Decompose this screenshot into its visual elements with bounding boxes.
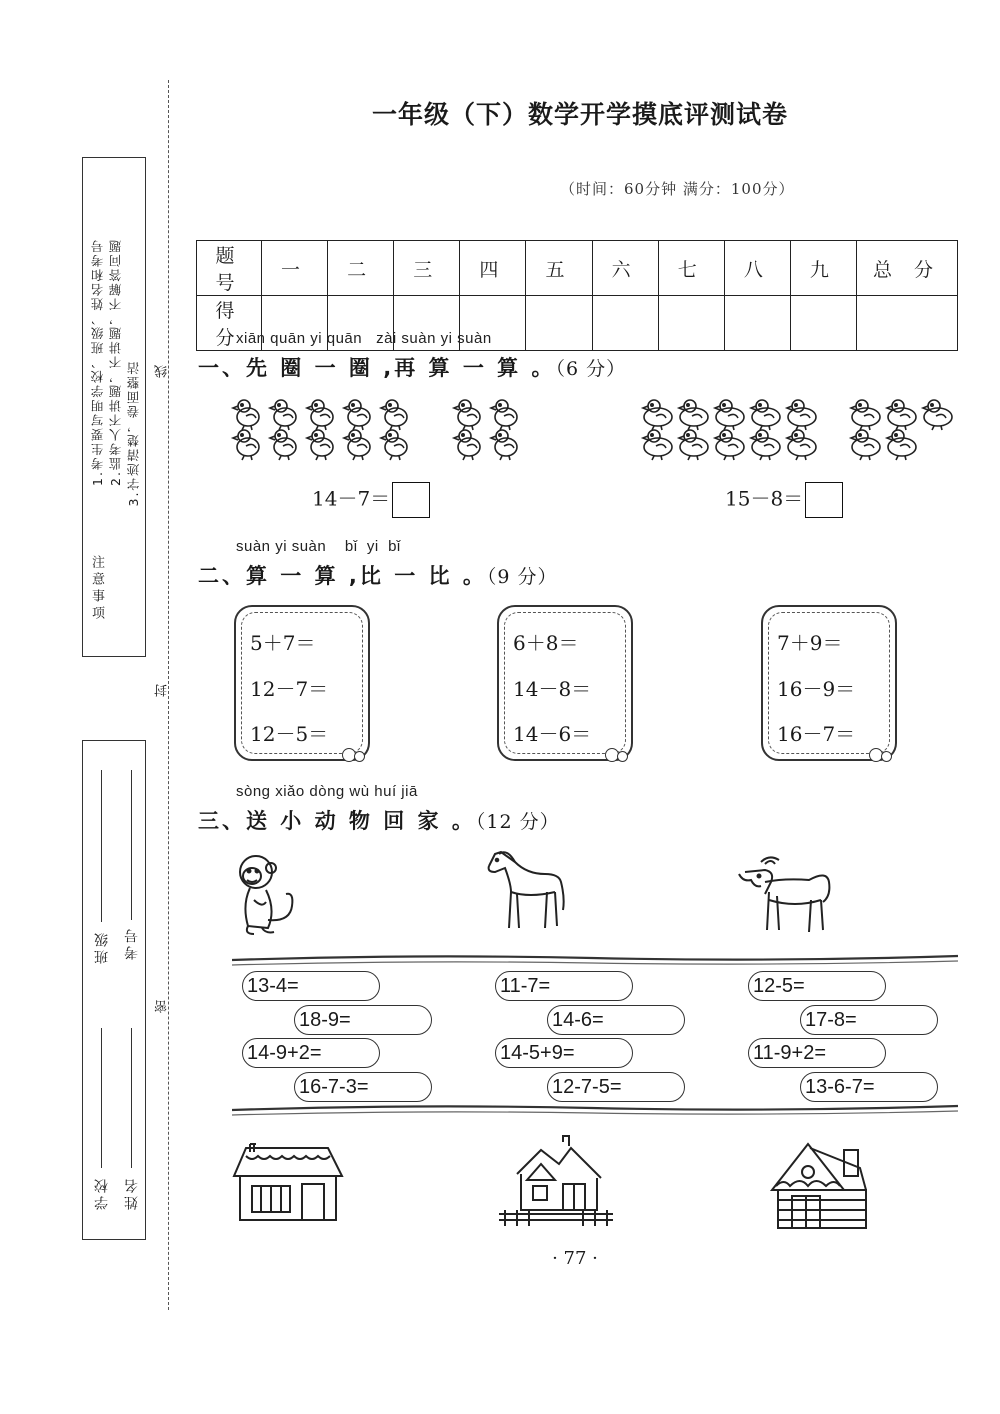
exam-meta: （时间：60分钟 满分：100分） <box>560 180 795 198</box>
section3-heading <box>198 805 560 835</box>
score-header-cell: 六 <box>592 241 658 296</box>
duck-icon <box>679 430 708 460</box>
notice-heading: 注意事项 <box>89 555 104 623</box>
compare-card <box>234 605 370 761</box>
animal-equation[interactable]: 16-7-3= <box>294 1072 432 1102</box>
answer-box[interactable] <box>805 482 843 518</box>
chick-group[interactable] <box>230 395 530 470</box>
exam-no-field[interactable] <box>131 770 132 920</box>
animal-equation[interactable]: 14-6= <box>547 1005 685 1035</box>
chick-icon <box>270 400 296 430</box>
duck-icon <box>851 400 880 430</box>
notice-line-2: 2.监考人不讲题，不讲题，不解答问题 <box>108 238 123 486</box>
duck-icon <box>715 400 744 430</box>
animal-equation[interactable]: 14-9+2= <box>242 1038 380 1068</box>
duck-icon <box>887 430 916 460</box>
score-header-cell: 二 <box>328 241 394 296</box>
class-field[interactable] <box>101 770 102 922</box>
chick-icon <box>491 430 517 460</box>
animal-equation[interactable]: 14-5+9= <box>495 1038 633 1068</box>
bubble-decoration <box>354 751 365 762</box>
chick-icon <box>307 400 333 430</box>
card-equation[interactable]: 16－9＝ <box>777 677 856 701</box>
cut-mark-line: 线 <box>155 365 170 378</box>
chick-icon <box>381 430 407 460</box>
section3-heading-text: 三、送 小 动 物 回 家 。 <box>198 809 476 833</box>
name-field[interactable] <box>131 1028 132 1168</box>
duck-icon <box>787 400 816 430</box>
card-equation[interactable]: 14－8＝ <box>513 677 592 701</box>
animal-equation[interactable]: 13-6-7= <box>800 1072 938 1102</box>
score-header-cell: 八 <box>724 241 790 296</box>
chick-icon <box>344 400 370 430</box>
score-cell[interactable] <box>658 296 724 351</box>
duck-icon <box>643 400 672 430</box>
score-cell[interactable] <box>724 296 790 351</box>
page-number: · 77 · <box>552 1248 598 1269</box>
animal-equation[interactable]: 18-9= <box>294 1005 432 1035</box>
score-header-cell: 七 <box>658 241 724 296</box>
score-header-cell: 一 <box>262 241 328 296</box>
bubble-decoration <box>617 751 628 762</box>
duck-icon <box>787 430 816 460</box>
score-header-cell: 题 号 <box>197 241 262 296</box>
exam-no-label: 考号 <box>124 926 140 960</box>
animal-equation[interactable]: 11-9+2= <box>748 1038 886 1068</box>
section1-points: （6 分） <box>555 358 627 380</box>
duck-icon <box>851 430 880 460</box>
bubble-decoration <box>881 751 892 762</box>
class-label: 班级 <box>94 930 110 964</box>
equation-text: 15－8＝ <box>725 486 804 511</box>
section2-heading-text: 二、算 一 算 ,比 一 比 。 <box>198 564 487 588</box>
section2-points: （9 分） <box>486 566 558 588</box>
score-cell[interactable] <box>857 296 958 351</box>
score-header-row <box>197 241 958 296</box>
card-equation[interactable]: 14－6＝ <box>513 722 592 746</box>
chick-icon <box>270 430 296 460</box>
score-cell[interactable] <box>526 296 592 351</box>
notice-line-1: 1.考生要写明学校、班级、姓名和考号 <box>90 238 105 486</box>
score-cell[interactable] <box>790 296 856 351</box>
equation-text: 14－7＝ <box>312 486 391 511</box>
duck-icon <box>751 400 780 430</box>
cabin-icon[interactable] <box>770 1138 870 1230</box>
score-cell[interactable] <box>592 296 658 351</box>
student-info-box <box>82 740 146 1240</box>
cut-mark-secret: 密 <box>155 1000 170 1013</box>
section1-equation-right <box>725 482 843 518</box>
chick-icon <box>307 430 333 460</box>
animal-equation[interactable]: 17-8= <box>800 1005 938 1035</box>
duck-icon <box>887 400 916 430</box>
card-equation[interactable]: 12－5＝ <box>250 722 329 746</box>
answer-box[interactable] <box>392 482 430 518</box>
score-row-label: 得 分 <box>197 296 262 351</box>
score-header-cell: 三 <box>394 241 460 296</box>
goat-icon[interactable] <box>735 852 835 937</box>
name-label: 姓名 <box>124 1176 140 1210</box>
card-equation[interactable]: 16－7＝ <box>777 722 856 746</box>
section2-pinyin: suàn yi suàn bǐ yi bǐ <box>236 538 401 555</box>
score-header-cell: 四 <box>460 241 526 296</box>
duck-icon <box>751 430 780 460</box>
score-header-cell: 五 <box>526 241 592 296</box>
duck-icon <box>679 400 708 430</box>
chick-icon <box>454 430 480 460</box>
school-field[interactable] <box>101 1028 102 1168</box>
house-icon[interactable] <box>232 1140 344 1222</box>
notice-line-3: 3.字迹清楚，卷面整洁 <box>126 360 141 507</box>
section1-heading-text: 一、先 圈 一 圈 ,再 算 一 算 。 <box>198 356 556 380</box>
duck-group[interactable] <box>640 395 940 470</box>
section1-equation-left <box>312 482 430 518</box>
duck-icon <box>923 400 952 430</box>
compare-card <box>761 605 897 761</box>
chick-icon <box>233 430 259 460</box>
section3-pinyin: sòng xiǎo dòng wù huí jiā <box>236 783 418 800</box>
section1-heading <box>198 352 626 382</box>
animal-equation[interactable]: 12-7-5= <box>547 1072 685 1102</box>
school-label: 学校 <box>94 1176 110 1210</box>
duck-icon <box>715 430 744 460</box>
animal-equation[interactable]: 13-4= <box>242 971 380 1001</box>
animal-equation[interactable]: 12-5= <box>748 971 886 1001</box>
compare-card <box>497 605 633 761</box>
cottage-icon[interactable] <box>497 1134 615 1229</box>
section3-points: （12 分） <box>475 811 560 833</box>
chick-icon <box>381 400 407 430</box>
monkey-icon[interactable] <box>232 850 302 938</box>
page-title: 一年级（下）数学开学摸底评测试卷 <box>371 100 788 129</box>
chick-icon <box>233 400 259 430</box>
card-equation[interactable]: 5＋7＝ <box>250 631 316 655</box>
score-header-cell: 总 分 <box>857 241 958 296</box>
cut-dashed-line <box>168 80 169 1310</box>
chick-icon <box>454 400 480 430</box>
card-equation[interactable]: 6＋8＝ <box>513 631 579 655</box>
chick-icon <box>491 400 517 430</box>
chick-icon <box>344 430 370 460</box>
score-header-cell: 九 <box>790 241 856 296</box>
horse-icon[interactable] <box>485 848 570 933</box>
section2-heading <box>198 560 557 590</box>
cut-mark-seal: 封 <box>155 684 170 697</box>
card-equation[interactable]: 12－7＝ <box>250 677 329 701</box>
section1-pinyin: xiān quān yi quān zài suàn yi suàn <box>236 330 492 347</box>
animal-equation[interactable]: 11-7= <box>495 971 633 1001</box>
card-equation[interactable]: 7＋9＝ <box>777 631 843 655</box>
duck-icon <box>643 430 672 460</box>
